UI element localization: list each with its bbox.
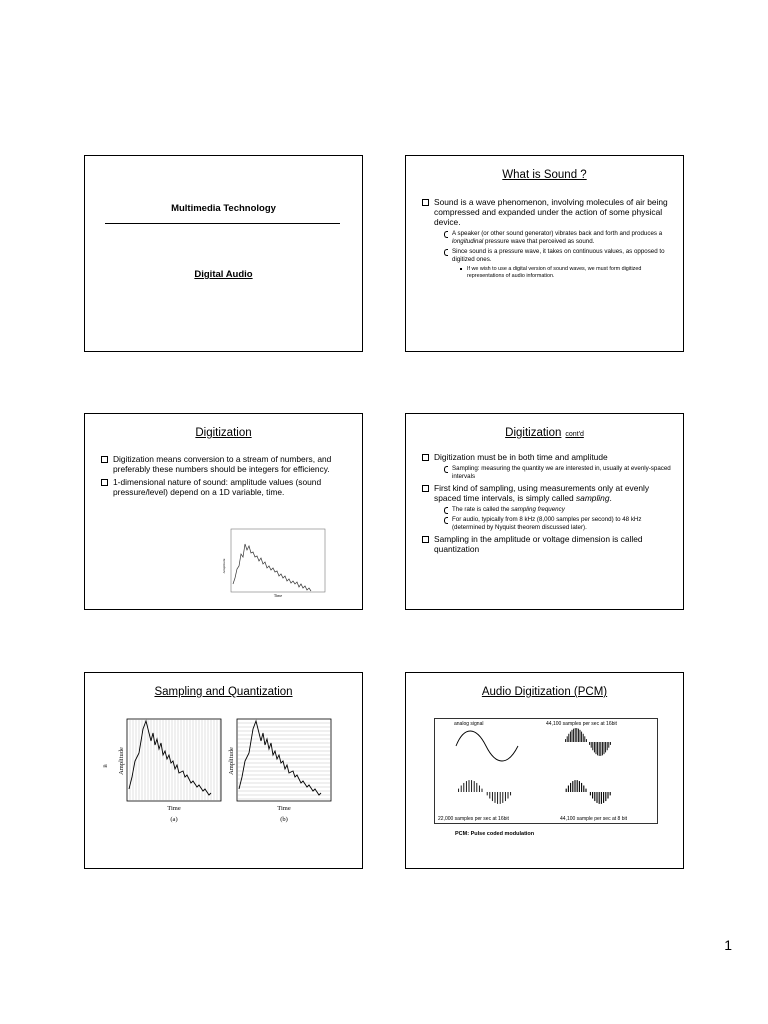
sub-bullet-item: The rate is called the sampling frequency bbox=[444, 506, 673, 514]
sub-bullet-item: A speaker (or other sound generator) vibrates back and forth and produces a longitudinal pressure wave that perceived as sound. bbox=[444, 230, 673, 246]
title-divider bbox=[105, 223, 340, 224]
panel-b-x-label: Time bbox=[277, 805, 291, 812]
sub-bullet-item: For audio, typically from 8 kHz (8,000 samples per second) to 48 kHz (determined by Nyquist theorem discussed later). bbox=[444, 516, 673, 532]
sub-bullet-item: Since sound is a pressure wave, it takes on continuous values, as opposed to digitized ones. bbox=[444, 248, 673, 264]
panel-a-caption: (a) bbox=[170, 816, 178, 823]
pcm-figure bbox=[434, 718, 658, 824]
x-axis-label: Time bbox=[273, 593, 283, 598]
slide-heading: Digitization bbox=[195, 427, 252, 439]
bullet-item: First kind of sampling, using measurements only at evenly spaced time intervals, is simply called sampling. bbox=[422, 483, 673, 503]
slide-digitization-contd bbox=[405, 413, 684, 610]
page-number: 1 bbox=[724, 937, 732, 953]
bullet-list bbox=[422, 452, 673, 557]
sample-44k-8bit-label: 44,100 sample per sec at 8 bit bbox=[560, 816, 627, 822]
bullet-list bbox=[101, 454, 352, 500]
slide-heading: Audio Digitization (PCM) bbox=[481, 686, 608, 698]
bullet-item: 1-dimensional nature of sound: amplitude values (sound pressure/level) depend on a 1D variable, time. bbox=[101, 477, 352, 497]
bullet-item: Digitization means conversion to a stream of numbers, and preferably these numbers should be integers for efficiency. bbox=[101, 454, 352, 474]
slide-digitization bbox=[84, 413, 363, 610]
slide-heading: Sampling and Quantization bbox=[154, 686, 293, 698]
panel-b-y-label: Amplitude bbox=[228, 747, 235, 775]
sub-sub-bullet-item: If we wish to use a digital version of sound waves, we must form digitized representations of audio information. bbox=[460, 266, 673, 280]
sub-bullet-item: Sampling: measuring the quantity we are interested in, usually at evenly-spaced intervals bbox=[444, 465, 673, 481]
slide-main-title: Multimedia Technology bbox=[171, 203, 276, 214]
panel-a-x-label: Time bbox=[167, 805, 181, 812]
bullet-list bbox=[422, 197, 673, 280]
slide-audio-digitization-pcm bbox=[405, 672, 684, 869]
slide-sampling-quantization bbox=[84, 672, 363, 869]
pcm-caption: PCM: Pulse coded modulation bbox=[455, 831, 535, 837]
slide-subtitle: Digital Audio bbox=[194, 269, 253, 280]
bullet-item: Sampling in the amplitude or voltage dimension is called quantization bbox=[422, 534, 673, 554]
sampling-figure bbox=[99, 711, 339, 831]
slide-heading: Digitization cont'd bbox=[505, 427, 584, 439]
y-axis-label: Amplitude bbox=[222, 558, 226, 574]
sample-44k-16bit-label: 44,100 samples per sec at 16bit bbox=[546, 721, 617, 727]
waveform-figure bbox=[217, 526, 329, 598]
analog-label: analog signal bbox=[454, 721, 484, 727]
panel-b-caption: (b) bbox=[280, 816, 288, 823]
slide-title bbox=[84, 155, 363, 352]
slide-what-is-sound bbox=[405, 155, 684, 352]
side-mark: B bbox=[104, 764, 109, 768]
bullet-item: Sound is a wave phenomenon, involving molecules of air being compressed and expanded under the action of some physical device. bbox=[422, 197, 673, 227]
bullet-item: Digitization must be in both time and amplitude bbox=[422, 452, 673, 462]
slide-heading: What is Sound ? bbox=[502, 169, 587, 181]
panel-a-y-label: Amplitude bbox=[118, 747, 125, 775]
sample-22k-16bit-label: 22,000 samples per sec at 16bit bbox=[438, 816, 509, 822]
